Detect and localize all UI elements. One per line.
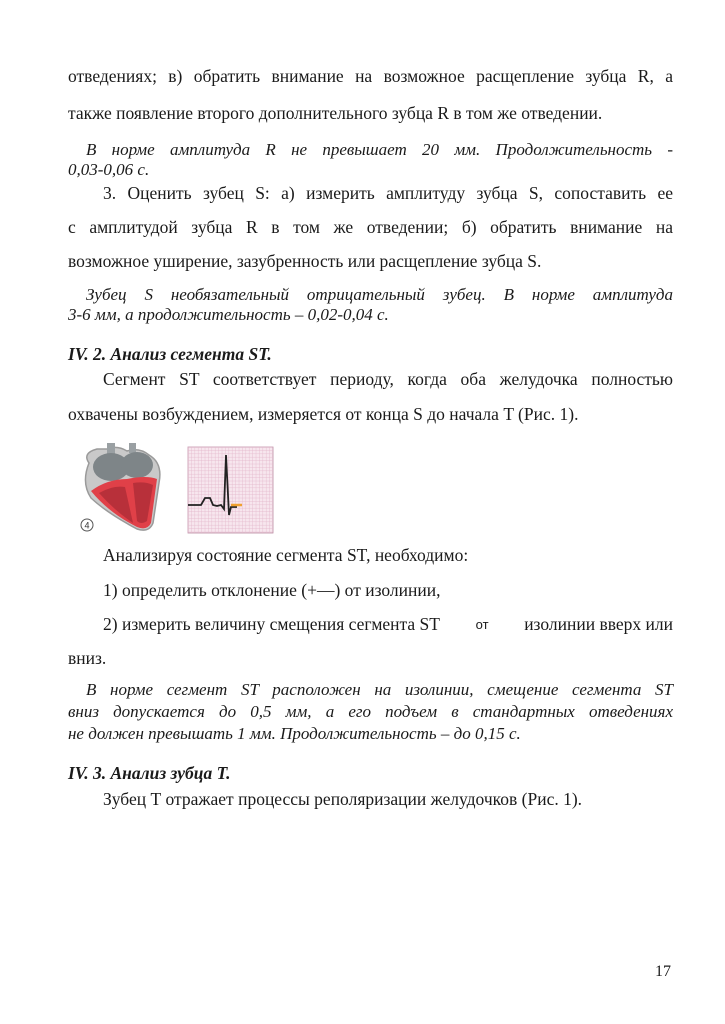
list-item [103, 614, 673, 635]
note-line: 0,03-0,06 с. [68, 160, 150, 179]
list-item: 1) определить отклонение (+—) от изолинии, [103, 580, 441, 600]
figure-heart-ecg [77, 443, 277, 535]
text-line: вниз. [68, 648, 107, 668]
note-line: вниз допускается до 0,5 мм, а его подъем в стандартных отведениях [68, 702, 673, 721]
text-line: 3. Оценить зубец S: а) измерить амплитуду зубца S, сопоставить ее [103, 183, 673, 203]
list-item-part: изолинии вверх или [524, 614, 673, 634]
note-line: Зубец S необязательный отрицательный зубец. В норме амплитуда [86, 285, 673, 304]
note-line: В норме сегмент ST расположен на изолинии, смещение сегмента ST [86, 680, 673, 699]
note-line: не должен превышать 1 мм. Продолжительность – до 0,15 с. [68, 724, 521, 743]
text-line: с амплитудой зубца R в том же отведении; б) обратить внимание на [68, 217, 673, 237]
text-line: Зубец Т отражает процессы реполяризации желудочков (Рис. 1). [103, 789, 583, 809]
text-line: Анализируя состояние сегмента ST, необходимо: [103, 545, 469, 565]
note-line: 3-6 мм, а продолжительность – 0,02-0,04 с. [68, 305, 389, 324]
section-heading: IV. 2. Анализ сегмента ST. [68, 344, 272, 364]
page-number: 17 [655, 963, 671, 980]
note-line: В норме амплитуда R не превышает 20 мм. Продолжительность - [86, 140, 673, 159]
text-line: возможное уширение, зазубренность или расщепление зубца S. [68, 251, 542, 271]
section-heading: IV. 3. Анализ зубца Т. [68, 763, 231, 783]
list-item-part: 2) измерить величину смещения сегмента ST [103, 614, 440, 634]
list-item-part: от [475, 617, 489, 632]
text-line: также появление второго дополнительного зубца R в том же отведении. [68, 103, 603, 123]
text-line: охвачены возбуждением, измеряется от конца S до начала T (Рис. 1). [68, 404, 579, 424]
heart-number-label: 4 [84, 520, 90, 531]
text-line: отведениях; в) обратить внимание на возможное расщепление зубца R, а [68, 66, 673, 86]
text-line: Сегмент ST соответствует периоду, когда оба желудочка полностью [103, 369, 673, 389]
heart-illustration [81, 443, 160, 531]
ecg-strip [188, 447, 273, 533]
